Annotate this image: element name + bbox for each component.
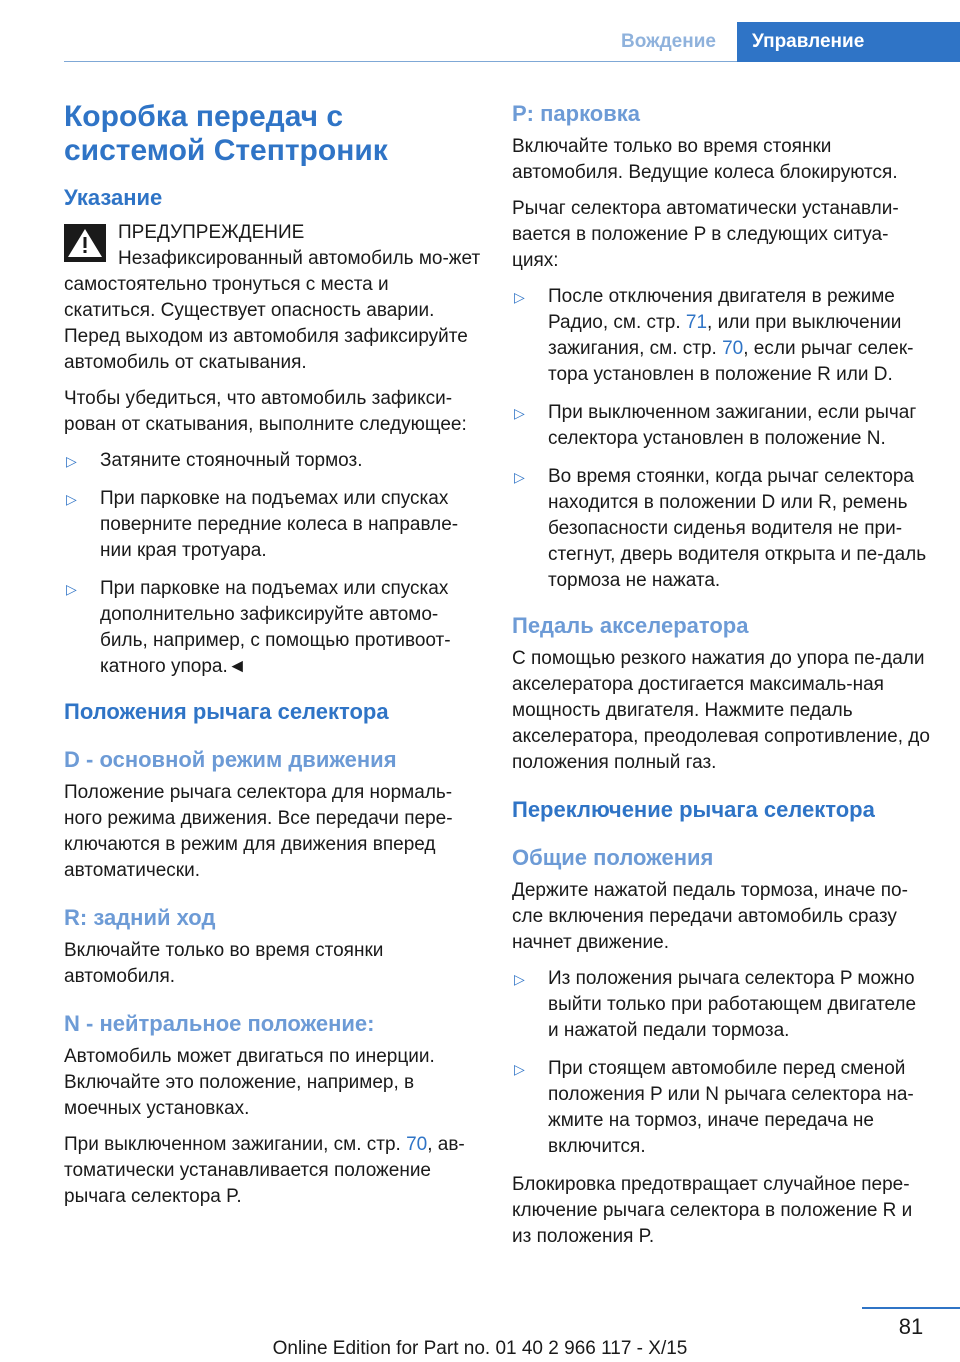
r-heading: R: задний ход	[64, 905, 216, 930]
triangle-right-icon: ▷	[514, 405, 525, 421]
p-text: Включайте только во время стоянки автомобиля. Ведущие колеса блокируются.	[512, 136, 898, 183]
triangle-right-icon: ▷	[66, 491, 77, 507]
triangle-right-icon: ▷	[514, 971, 525, 987]
list-item: ▷ При выключенном зажигании, если рычаг селектора установлен в положение N.	[514, 402, 917, 449]
note-heading: Указание	[64, 185, 163, 210]
warning-block	[64, 220, 482, 376]
list-item: ▷ После отключения двигателя в режиме Радио, см. стр. 71, или при выключении зажигания, см. стр. 70, если рычаг селек-тора установлен в положение R или D.	[514, 286, 914, 385]
page-number: 81	[898, 1314, 924, 1339]
list-item: ▷ При парковке на подъемах или спусках поверните передние колеса в направле-нии края тротуара.	[66, 488, 459, 561]
n-text: Автомобиль может двигаться по инерции. Включайте это положение, например, в моечных установках.	[64, 1046, 435, 1119]
intro-text: Чтобы убедиться, что автомобиль зафикси-рован от скатывания, выполните следующее:	[64, 388, 467, 435]
page-header	[0, 0, 960, 62]
list-item: ▷ Из положения рычага селектора P можно выйти только при работающем двигателе и нажатой педали тормоза.	[514, 968, 917, 1041]
bullet-list	[64, 448, 482, 680]
bullet-list	[512, 284, 930, 594]
r-text: Включайте только во время стоянки автомобиля.	[64, 940, 384, 987]
accelerator-text: С помощью резкого нажатия до упора пе-дали акселератора достигается максималь-ная мощность двигателя. Нажмите педаль акселератора, преодолевая сопротивление, до положения полный газ.	[512, 648, 930, 773]
d-text: Положение рычага селектора для нормаль-ного режима движения. Все передачи пере-ключаются в режим для движения вперед автоматически.	[64, 782, 453, 881]
page-link-70[interactable]: 70	[722, 338, 744, 359]
tab-controls[interactable]: Управление	[737, 22, 960, 62]
p-heading: P: парковка	[512, 101, 641, 126]
triangle-right-icon: ▷	[514, 289, 525, 305]
selector-switch-heading: Переключение рычага селектора	[512, 797, 875, 822]
general-text: Держите нажатой педаль тормоза, иначе по-сле включения передачи автомобиль сразу начнет движение.	[512, 880, 908, 953]
page-title: Коробка передач с системой Стептроник	[64, 100, 388, 167]
triangle-right-icon: ▷	[66, 581, 77, 597]
bullet-list	[512, 966, 930, 1160]
selector-positions-heading: Положения рычага селектора	[64, 699, 389, 724]
n-text-2: При выключенном зажигании, см. стр. 70, ав-томатически устанавливается положение рычага селектора P.	[64, 1134, 465, 1207]
left-column	[64, 100, 482, 1220]
list-item: ▷ При стоящем автомобиле перед сменой положения P или N рычага селектора на-жмите на тормоз, иначе передача не включится.	[514, 1058, 914, 1157]
warning-icon	[64, 224, 106, 262]
warning-text: Незафиксированный автомобиль мо-жет самостоятельно тронуться с места и скатиться. Существует опасность аварии. Перед выходом из автомобиля зафиксируйте автомобиль от скатывания.	[64, 248, 481, 373]
page-link-71[interactable]: 71	[685, 312, 708, 333]
right-column	[512, 100, 930, 1260]
triangle-right-icon: ▷	[514, 1061, 525, 1077]
footer-rule	[862, 1307, 960, 1309]
warning-label: ПРЕДУПРЕЖДЕНИЕ	[118, 222, 305, 243]
triangle-right-icon: ▷	[66, 453, 77, 469]
list-item: ▷ Затяните стояночный тормоз.	[64, 448, 482, 474]
page-link-70[interactable]: 70	[406, 1134, 428, 1155]
n-heading: N - нейтральное положение:	[64, 1011, 375, 1036]
p-text-2: Рычаг селектора автоматически устанавли-вается в положение P в следующих ситуа-циях:	[512, 198, 899, 271]
list-item: ▷ При парковке на подъемах или спусках дополнительно зафиксируйте автомо-биль, например, с помощью противоот-катного упора.◄	[66, 578, 451, 677]
d-heading: D - основной режим движения	[64, 747, 397, 772]
edition-text: Online Edition for Part no. 01 40 2 966 117 - X/15	[272, 1338, 688, 1359]
tab-driving[interactable]: Вождение	[621, 31, 716, 52]
triangle-right-icon: ▷	[514, 469, 525, 485]
lock-text: Блокировка предотвращает случайное пере-ключение рычага селектора в положение R и из положения P.	[512, 1174, 913, 1247]
general-heading: Общие положения	[512, 845, 714, 870]
accelerator-heading: Педаль акселератора	[512, 613, 749, 638]
list-item: ▷ Во время стоянки, когда рычаг селектора находится в положении D или R, ремень безопасности сиденья водителя не при-стегнут, дверь водителя открыта и пе-даль тормоза не нажата.	[514, 466, 927, 591]
